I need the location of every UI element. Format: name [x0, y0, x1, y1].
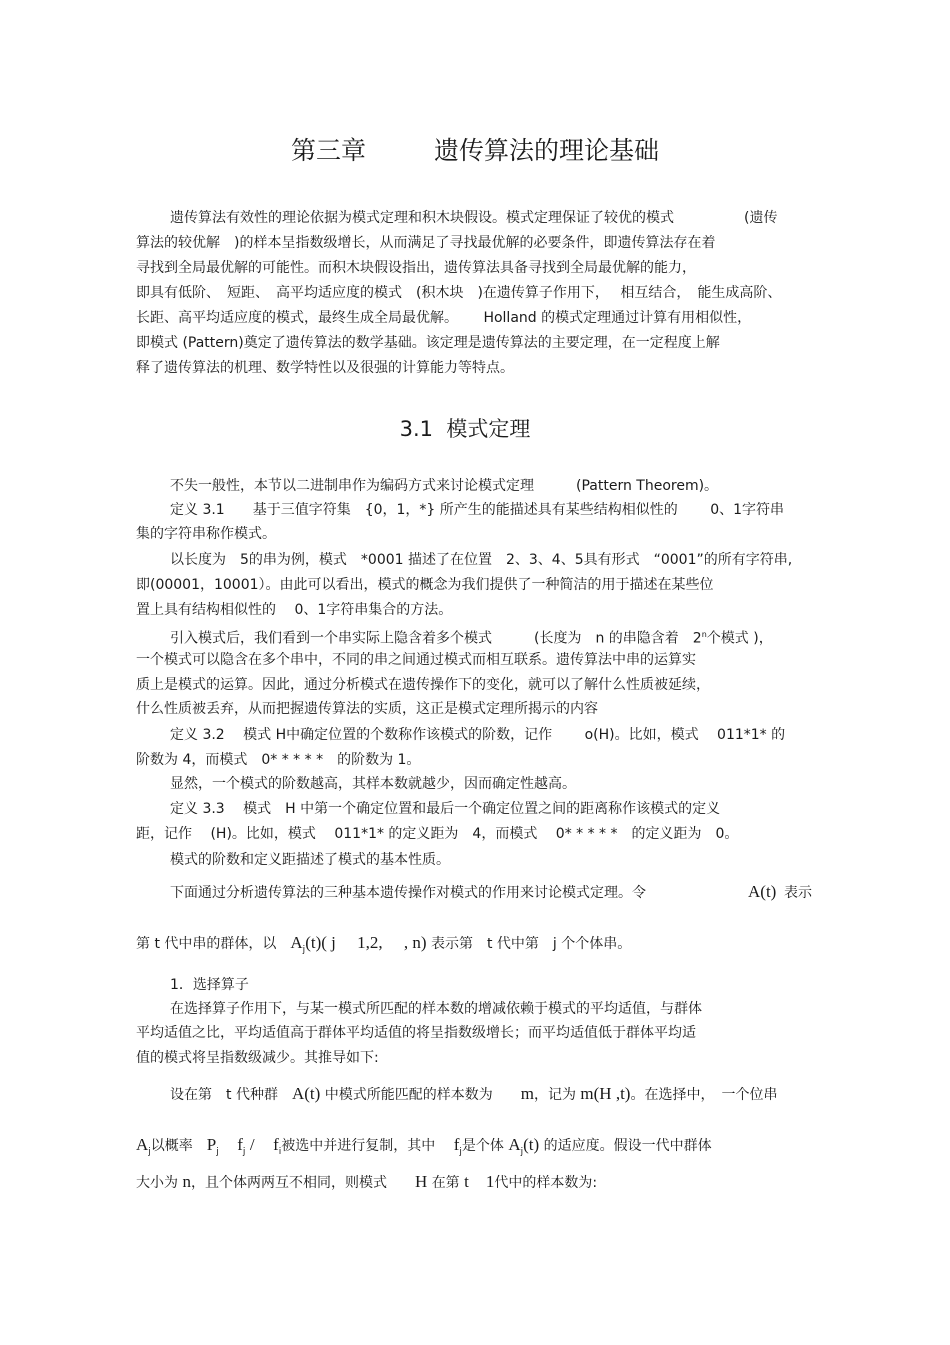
body-line: 平均适值之比，平均适值高于群体平均适值的将呈指数级增长；而平均适值低于群体平均适 — [136, 1025, 696, 1041]
body-line — [170, 626, 773, 648]
math-f: f — [453, 1135, 460, 1154]
subscript: j — [242, 1146, 246, 1157]
body-line — [170, 1085, 777, 1104]
body-line: 阶数为 4，而模式 0* * * * * 的阶数为 1。 — [136, 752, 421, 768]
intro-line: 算法的较优解 )的样本呈指数级增长，从而满足了寻找最优解的必要条件，即遗传算法存在着 — [136, 235, 716, 251]
chapter-name: 遗传算法的理论基础 — [434, 136, 660, 165]
subscript: i — [278, 1146, 282, 1157]
subscript: j — [302, 944, 306, 955]
body-text: 表示 — [784, 885, 812, 901]
body-text: 表示第 t 代中第 j 个个体串。 — [430, 936, 632, 952]
body-line: 显然，一个模式的阶数越高，其样本数就越少，因而确定性越高。 — [170, 776, 576, 792]
intro-line: 遗传算法有效性的理论依据为模式定理和积木块假设。模式定理保证了较优的模式 (遗传 — [170, 210, 778, 226]
math-At: A(t) — [748, 882, 777, 901]
body-text: 。在选择中， 一个位串 — [630, 1087, 778, 1103]
math-m: m — [520, 1084, 534, 1103]
chapter-number: 第三章 — [290, 136, 366, 165]
body-text: 下面通过分析遗传算法的三种基本遗传操作对模式的作用来讨论模式定理。令 — [170, 885, 646, 901]
body-text: 个模式 )， — [706, 630, 773, 647]
math-H: H — [414, 1172, 428, 1191]
intro-line: 长距、高平均适应度的模式，最终生成全局最优解。 Holland 的模式定理通过计算有用相似性， — [136, 310, 752, 326]
body-line: 值的模式将呈指数级减少。其推导如下: — [136, 1050, 379, 1066]
body-line: 置上具有结构相似性的 0、1字符串集合的方法。 — [136, 602, 453, 618]
superscript: n — [701, 630, 707, 639]
math-mHt: m(H ,t) — [580, 1084, 631, 1103]
body-line: 集的字符串称作模式。 — [136, 526, 276, 542]
body-text: 被选中并进行复制，其中 — [281, 1138, 436, 1154]
intro-line: 即具有低阶、 短距、 高平均适应度的模式 (积木块 )在遗传算子作用下， 相互结合， 能生成高阶、 — [136, 285, 782, 301]
math-A: A — [136, 1135, 149, 1154]
body-text: 引入模式后，我们看到一个串实际上隐含着多个模式 (长度为 n 的串隐含着 2 — [170, 630, 702, 647]
section-title: 模式定理 — [446, 417, 531, 441]
definition-3-2: 定义 3.2 模式 H中确定位置的个数称作该模式的阶数，记作 o(H)。比如，模式 011*1* 的 — [170, 727, 786, 743]
body-text: 的适应度。假设一代中群体 — [543, 1138, 712, 1154]
body-line: 即(00001，10001）。由此可以看出，模式的概念为我们提供了一种简洁的用于描述在某些位 — [136, 577, 714, 593]
definition-3-1: 定义 3.1 基于三值字符集 {0，1，*} 所产生的能描述具有某些结构相似性的 0、1字符串 — [170, 502, 785, 518]
math-t1: t 1 — [464, 1172, 495, 1191]
section-number: 3.1 — [399, 417, 434, 441]
math-t: (t) — [523, 1135, 540, 1154]
section-heading — [0, 416, 930, 442]
body-line: 在选择算子作用下，与某一模式所匹配的样本数的增减依赖于模式的平均适值，与群体 — [170, 1001, 702, 1017]
body-text: 以概率 — [150, 1138, 193, 1154]
body-line: 模式的阶数和定义距描述了模式的基本性质。 — [170, 852, 450, 868]
definition-3-3: 定义 3.3 模式 H 中第一个确定位置和最后一个确定位置之间的距离称作该模式的定义 — [170, 801, 721, 817]
subscript: j — [148, 1146, 151, 1157]
math-A: A — [290, 933, 303, 952]
body-line: 以长度为 5的串为例，模式 *0001 描述了在位置 2、3、4、5具有形式 “0001”的所有字符串, — [170, 552, 793, 568]
body-text: ，记为 — [533, 1087, 576, 1103]
math-index: (t)( j 1,2, , n) — [305, 933, 427, 952]
body-text: 大小为 — [136, 1175, 178, 1191]
math-n: n — [182, 1172, 191, 1191]
intro-line: 即模式 (Pattern)奠定了遗传算法的数学基础。该定理是遗传算法的主要定理，在一定程度上解 — [136, 335, 720, 351]
subsection-heading: 1．选择算子 — [170, 977, 249, 993]
body-text: 是个体 — [461, 1138, 504, 1154]
intro-line: 释了遗传算法的机理、数学特性以及很强的计算能力等特点。 — [136, 360, 514, 376]
math-At: A(t) — [291, 1084, 321, 1103]
math-P: P — [206, 1135, 217, 1154]
body-line: 一个模式可以隐含在多个串中，不同的串之间通过模式而相互联系。遗传算法中串的运算实 — [136, 652, 696, 668]
body-line — [136, 1173, 597, 1192]
body-text: 中模式所能匹配的样本数为 — [324, 1087, 493, 1103]
body-line: 距，记作 (H)。比如，模式 011*1* 的定义距为 4，而模式 0* * * * * 的定义距为 0。 — [136, 826, 739, 842]
body-text: ，且个体两两互不相同，则模式 — [190, 1175, 387, 1191]
body-text: 代中的样本数为: — [494, 1175, 598, 1191]
body-line — [170, 884, 812, 902]
subscript: j — [216, 1146, 219, 1157]
body-text: 设在第 t 代种群 — [170, 1087, 278, 1103]
body-line — [136, 934, 631, 959]
body-line: 不失一般性，本节以二进制串作为编码方式来讨论模式定理 (Pattern Theorem)。 — [170, 478, 719, 494]
body-line — [136, 1136, 712, 1161]
math-f: f — [273, 1135, 279, 1154]
math-slash: / — [249, 1135, 255, 1154]
subscript: j — [459, 1146, 462, 1157]
math-f: f — [237, 1135, 243, 1154]
chapter-title — [0, 136, 950, 166]
subscript: j — [520, 1146, 524, 1157]
body-line: 什么性质被丢弃，从而把握遗传算法的实质，这正是模式定理所揭示的内容 — [136, 701, 598, 717]
intro-line: 寻找到全局最优解的可能性。而积木块假设指出，遗传算法具备寻找到全局最优解的能力， — [136, 260, 696, 276]
body-text: 在第 — [431, 1175, 460, 1191]
body-text: 第 t 代中串的群体，以 — [136, 936, 277, 952]
body-line: 质上是模式的运算。因此，通过分析模式在遗传操作下的变化，就可以了解什么性质被延续， — [136, 677, 710, 693]
math-A: A — [508, 1135, 521, 1154]
